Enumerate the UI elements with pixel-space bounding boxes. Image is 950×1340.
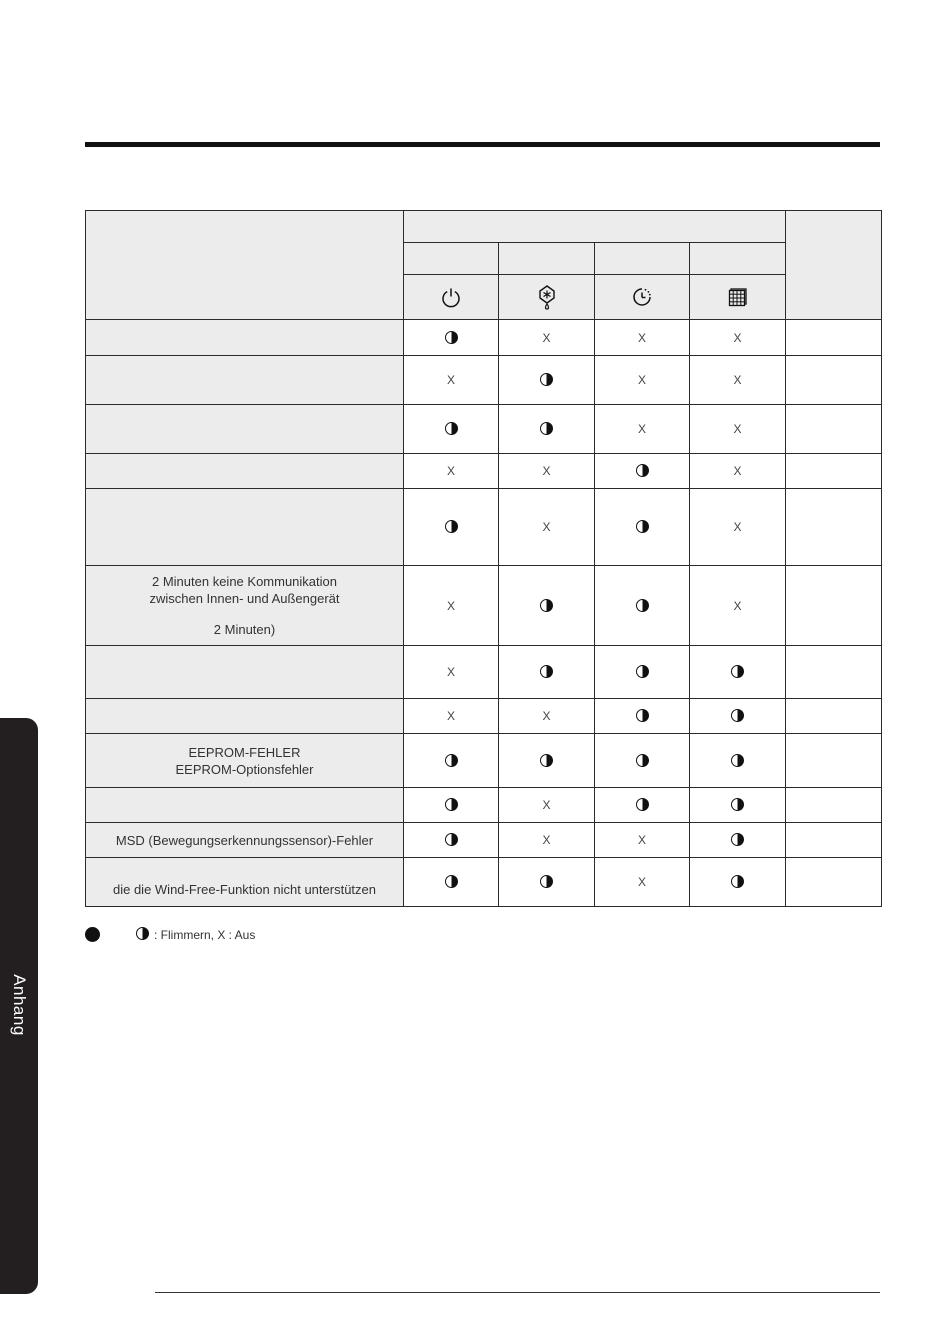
table-row (86, 489, 882, 566)
error-code-cell (786, 566, 882, 646)
off-mark: X (446, 373, 455, 387)
description-line: zwischen Innen- und Außengerät (149, 591, 340, 606)
table-row (86, 858, 882, 907)
half-circle-flicker-icon (731, 709, 744, 722)
description-line: die die Wind-Free-Funktion nicht unterstützen (112, 881, 376, 897)
indicator-cell (690, 646, 786, 699)
error-code-cell (786, 356, 882, 405)
table-row (86, 566, 882, 646)
header-code (786, 211, 882, 320)
indicator-cell (499, 489, 595, 566)
half-circle-flicker-icon (731, 754, 744, 767)
half-circle-flicker-icon (636, 464, 649, 477)
table-row (86, 699, 882, 734)
indicator-cell (404, 788, 499, 823)
off-mark: X (542, 330, 551, 345)
indicator-cell (690, 566, 786, 646)
table-row (86, 405, 882, 454)
indicator-cell (690, 489, 786, 566)
indicator-cell (404, 405, 499, 454)
header-timer-cell (595, 275, 690, 320)
description-line: 2 Minuten) (213, 622, 276, 637)
error-description (86, 858, 404, 907)
error-description (86, 734, 404, 788)
off-mark: X (733, 422, 742, 436)
indicator-cell (404, 699, 499, 734)
error-code-cell (786, 646, 882, 699)
indicator-cell (595, 646, 690, 699)
half-circle-flicker-icon (636, 599, 649, 612)
indicator-cell (595, 320, 690, 356)
error-description (86, 566, 404, 646)
off-mark: X (542, 833, 551, 847)
indicator-cell (499, 734, 595, 788)
half-circle-flicker-icon (731, 833, 744, 846)
legend-flicker-icon (136, 927, 149, 940)
table-row (86, 646, 882, 699)
half-circle-flicker-icon (445, 754, 458, 767)
table-row (86, 356, 882, 405)
indicator-cell (690, 356, 786, 405)
indicator-cell (499, 788, 595, 823)
half-circle-flicker-icon (445, 798, 458, 811)
off-mark: X (733, 464, 742, 478)
indicator-cell (499, 454, 595, 489)
indicator-cell (404, 823, 499, 858)
indicator-cell (595, 454, 690, 489)
off-mark: X (542, 464, 551, 478)
indicator-cell (690, 405, 786, 454)
error-code-cell (786, 320, 882, 356)
indicator-cell (404, 356, 499, 405)
half-circle-flicker-icon (445, 833, 458, 846)
table-row (86, 454, 882, 489)
header-indicator-4 (690, 243, 786, 275)
indicator-cell (595, 858, 690, 907)
defrost-icon (536, 284, 558, 310)
header-filter-cell (690, 275, 786, 320)
indicator-cell (499, 858, 595, 907)
error-code-cell (786, 454, 882, 489)
off-mark: X (637, 875, 646, 889)
error-code-cell (786, 405, 882, 454)
indicator-cell (690, 858, 786, 907)
legend-on-dot-icon (85, 927, 100, 942)
indicator-cell (404, 646, 499, 699)
description-line: 2 Minuten keine Kommunikation (152, 574, 337, 589)
indicator-cell (690, 454, 786, 489)
half-circle-flicker-icon (540, 422, 553, 435)
off-mark: X (542, 798, 551, 812)
error-description (86, 823, 404, 858)
half-circle-flicker-icon (731, 665, 744, 678)
off-mark: X (637, 330, 646, 345)
indicator-cell (595, 356, 690, 405)
error-indicator-table (85, 210, 882, 907)
power-icon (440, 286, 462, 308)
table-row (86, 734, 882, 788)
header-defrost-cell (499, 275, 595, 320)
description-line: EEPROM-FEHLER (188, 744, 301, 760)
off-mark: X (542, 520, 551, 534)
error-code-cell (786, 823, 882, 858)
header-indicator-3 (595, 243, 690, 275)
error-code-cell (786, 489, 882, 566)
description-line (86, 607, 403, 621)
header-rule (85, 142, 880, 147)
indicator-cell (499, 356, 595, 405)
half-circle-flicker-icon (636, 798, 649, 811)
table-row (86, 320, 882, 356)
half-circle-flicker-icon (540, 875, 553, 888)
off-mark: X (446, 598, 455, 613)
off-mark: X (446, 464, 455, 478)
indicator-cell (499, 823, 595, 858)
error-description (86, 788, 404, 823)
header-indicator-group (404, 211, 786, 243)
off-mark: X (733, 330, 742, 345)
indicator-cell (499, 566, 595, 646)
half-circle-flicker-icon (636, 709, 649, 722)
error-description (86, 489, 404, 566)
header-indicator-1 (404, 243, 499, 275)
legend-text: : Flimmern, X : Aus (154, 928, 256, 942)
legend (85, 925, 485, 945)
indicator-cell (595, 489, 690, 566)
half-circle-flicker-icon (636, 754, 649, 767)
indicator-cell (595, 823, 690, 858)
header-indicator-2 (499, 243, 595, 275)
description-line: MSD (Bewegungserkennungssensor)-Fehler (115, 832, 374, 848)
indicator-cell (595, 734, 690, 788)
off-mark: X (637, 373, 646, 387)
indicator-cell (595, 566, 690, 646)
off-mark: X (733, 520, 742, 534)
half-circle-flicker-icon (445, 875, 458, 888)
half-circle-flicker-icon (540, 599, 553, 612)
description-line: EEPROM-Optionsfehler (175, 761, 314, 777)
error-code-cell (786, 699, 882, 734)
side-tab-label: Anhang (10, 974, 29, 1036)
error-description (86, 699, 404, 734)
off-mark: X (637, 833, 646, 847)
error-description (86, 320, 404, 356)
off-mark: X (733, 598, 742, 613)
indicator-cell (690, 734, 786, 788)
off-mark: X (446, 665, 455, 679)
indicator-cell (404, 320, 499, 356)
indicator-cell (404, 454, 499, 489)
half-circle-flicker-icon (445, 331, 458, 344)
half-circle-flicker-icon (731, 798, 744, 811)
indicator-cell (404, 566, 499, 646)
indicator-cell (595, 788, 690, 823)
table-row (86, 788, 882, 823)
indicator-cell (595, 699, 690, 734)
half-circle-flicker-icon (540, 754, 553, 767)
indicator-cell (690, 320, 786, 356)
indicator-cell (499, 699, 595, 734)
off-mark: X (446, 709, 455, 723)
header-description (86, 211, 404, 320)
timer-icon (631, 286, 653, 308)
footer-rule (155, 1292, 880, 1293)
half-circle-flicker-icon (540, 665, 553, 678)
error-description (86, 356, 404, 405)
half-circle-flicker-icon (731, 875, 744, 888)
indicator-cell (404, 734, 499, 788)
description-line (86, 867, 403, 881)
indicator-cell (595, 405, 690, 454)
off-mark: X (637, 422, 646, 436)
error-description (86, 646, 404, 699)
half-circle-flicker-icon (445, 422, 458, 435)
half-circle-flicker-icon (636, 520, 649, 533)
indicator-cell (404, 858, 499, 907)
indicator-cell (499, 405, 595, 454)
half-circle-flicker-icon (445, 520, 458, 533)
off-mark: X (733, 373, 742, 387)
error-code-cell (786, 858, 882, 907)
indicator-cell (690, 699, 786, 734)
indicator-cell (690, 823, 786, 858)
half-circle-flicker-icon (540, 373, 553, 386)
error-code-cell (786, 788, 882, 823)
error-description (86, 454, 404, 489)
indicator-cell (404, 489, 499, 566)
error-description (86, 405, 404, 454)
filter-icon (727, 286, 749, 308)
indicator-cell (499, 320, 595, 356)
error-code-cell (786, 734, 882, 788)
header-power-cell (404, 275, 499, 320)
half-circle-flicker-icon (636, 665, 649, 678)
table-row (86, 823, 882, 858)
off-mark: X (542, 709, 551, 723)
indicator-cell (499, 646, 595, 699)
indicator-cell (690, 788, 786, 823)
